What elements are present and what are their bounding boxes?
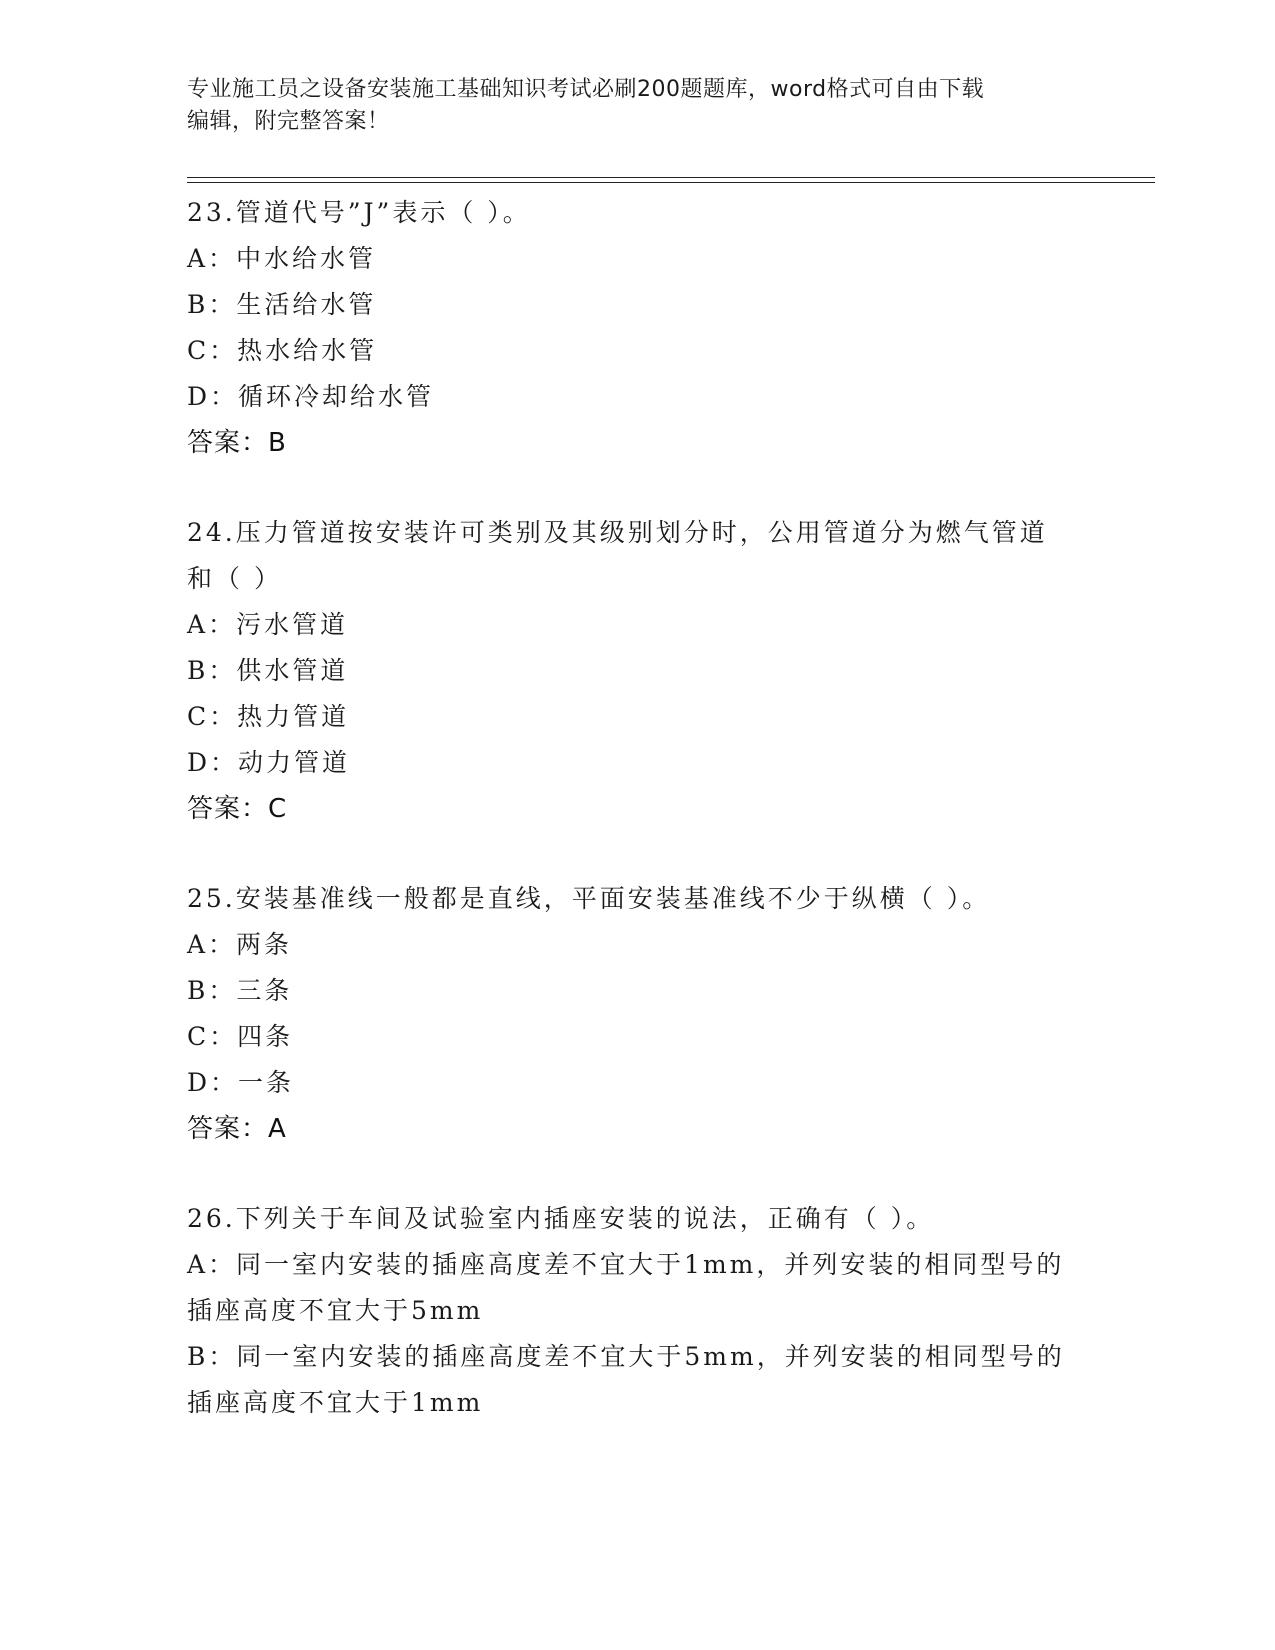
header-line-2: 编辑，附完整答案！ — [187, 109, 390, 134]
option-a: A：两条 — [187, 930, 293, 959]
option-d: D：动力管道 — [187, 748, 351, 777]
document-header — [187, 74, 1087, 138]
option-d: D：一条 — [187, 1068, 295, 1097]
answer: 答案：C — [187, 794, 288, 824]
question-25 — [187, 876, 1087, 1152]
option-a-line-2: 插座高度不宜大于5mm — [187, 1296, 484, 1325]
answer: 答案：B — [187, 428, 287, 458]
option-b: B：供水管道 — [187, 656, 349, 685]
question-stem: 25.安装基准线一般都是直线，平面安装基准线不少于纵横（ ）。 — [187, 884, 991, 913]
question-list — [187, 190, 1087, 1470]
question-26 — [187, 1196, 1087, 1426]
option-c: C：热水给水管 — [187, 336, 378, 365]
header-line-1: 专业施工员之设备安装施工基础知识考试必刷200题题库，word格式可自由下载 — [187, 77, 985, 102]
option-b: B：生活给水管 — [187, 290, 377, 319]
option-a-line-1: A：同一室内安装的插座高度差不宜大于1mm，并列安装的相同型号的 — [187, 1250, 1065, 1279]
question-stem: 23.管道代号”J”表示（ ）。 — [187, 198, 531, 227]
option-b-line-1: B：同一室内安装的插座高度差不宜大于5mm，并列安装的相同型号的 — [187, 1342, 1065, 1371]
option-c: C：热力管道 — [187, 702, 350, 731]
question-stem-line-1: 24.压力管道按安装许可类别及其级别划分时，公用管道分为燃气管道 — [187, 518, 1048, 547]
header-divider-bottom — [187, 182, 1155, 183]
option-a: A：污水管道 — [187, 610, 349, 639]
question-24 — [187, 510, 1087, 832]
option-c: C：四条 — [187, 1022, 294, 1051]
answer: 答案：A — [187, 1114, 287, 1144]
option-d: D：循环冷却给水管 — [187, 382, 435, 411]
question-23 — [187, 190, 1087, 466]
header-divider-top — [187, 177, 1155, 178]
question-stem-line-2: 和（ ） — [187, 564, 282, 593]
question-stem: 26.下列关于车间及试验室内插座安装的说法，正确有（ ）。 — [187, 1204, 935, 1233]
option-b-line-2: 插座高度不宜大于1mm — [187, 1388, 484, 1417]
option-a: A：中水给水管 — [187, 244, 377, 273]
option-b: B：三条 — [187, 976, 293, 1005]
